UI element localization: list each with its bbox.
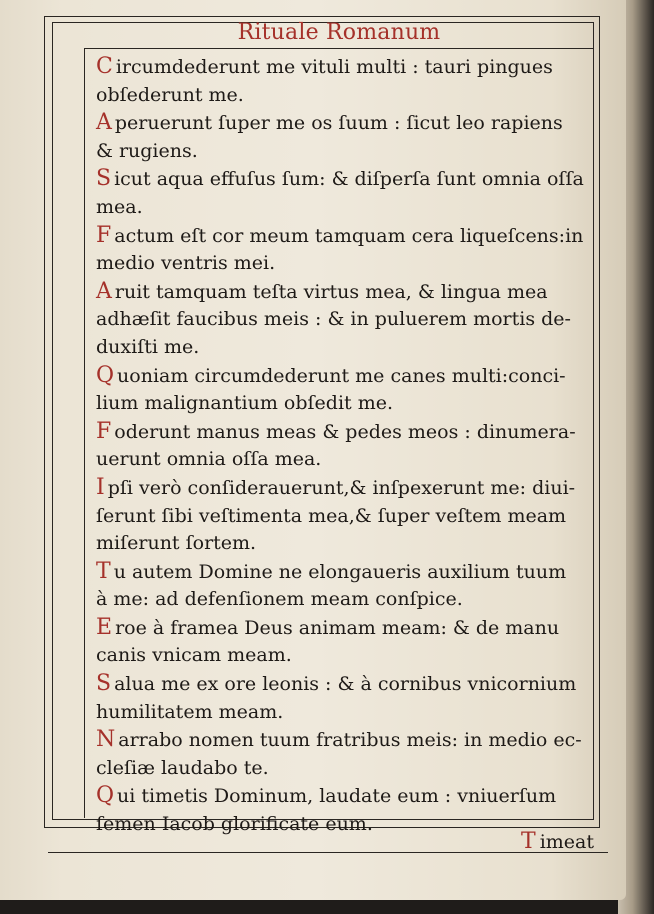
verse [96,782,590,838]
psalm-text [96,53,590,839]
bottom-rule [48,852,608,853]
header-rule [84,48,594,49]
verse [96,222,590,278]
margin-rule [84,48,85,818]
verse-initial: A [96,110,112,136]
running-title: Rituale Romanum [237,20,441,45]
verse-line: obſederunt me. [96,83,244,106]
verse-line: icut aqua effuſus ſum: & diſperſa ſunt omnia oſſa [114,168,584,191]
verse-initial: I [96,474,105,500]
verse-initial: F [96,418,112,444]
verse-line: humilitatem meam. [96,700,284,723]
catchword-initial: T [521,829,536,854]
verse-initial: F [96,222,112,248]
verse-line: medio ventris mei. [96,252,276,275]
verse-line: u autem Domine ne elongaueris auxilium tuum [113,560,567,583]
verse [96,165,590,221]
verse-initial: N [96,727,116,753]
verse-line: & rugiens. [96,139,198,162]
verse-line: mea. [96,195,143,218]
verse-line: miſerunt ſortem. [96,532,257,555]
verse-line: à me: ad defenſionem meam conſpice. [96,588,463,611]
verse-line: ircumdederunt me vituli multi : tauri pingues [115,56,553,78]
verse [96,278,590,362]
verse-line: actum eſt cor meum tamquam cera liqueſcens:in [114,224,584,247]
verse-line: lium malignantium obſedit me. [96,392,394,415]
verse-initial: E [96,614,113,640]
verse-initial: Q [96,783,115,809]
verse-initial: S [96,671,112,697]
verse [96,474,590,558]
verse-line: alua me ex ore leonis : & à cornibus vnicornium [114,673,577,696]
verse-initial: T [96,558,111,584]
verse-line: canis vnicam meam. [96,644,292,667]
verse-line: ſerunt ſibi veſtimenta mea,& ſuper veſtem meam [96,504,567,527]
verse-line: ſemen Iacob glorificate eum. [96,813,373,836]
verse [96,362,590,418]
verse [96,726,590,782]
verse-initial: Q [96,362,115,388]
verse-initial: A [96,278,112,304]
verse-line: peruerunt ſuper me os ſuum : ſicut leo rapiens [114,112,563,135]
verse-line: cleſiæ laudabo te. [96,756,269,779]
verse-line: ruit tamquam teſta virtus mea, & lingua mea [114,280,548,303]
verse-line: oderunt manus meas & pedes meos : dinumera- [114,420,576,443]
verse [96,418,590,474]
verse-initial: C [96,54,113,79]
verse-line: roe à framea Deus animam meam: & de manu [115,616,560,639]
verse-line: uoniam circumdederunt me canes multi:conci- [117,364,566,387]
catchword-text: imeat [539,831,594,853]
verse-line: ui timetis Dominum, laudate eum : vniuerſum [117,785,557,808]
verse [96,558,590,614]
verse-initial: S [96,166,112,192]
verse-line: uerunt omnia oſſa mea. [96,448,322,471]
verse [96,53,590,109]
verse-line: pſi verò conſiderauerunt,& inſpexerunt me: diui- [107,476,576,499]
verse-line: arrabo nomen tuum fratribus meis: in medio ec- [118,729,582,752]
verse-line: adhæſit faucibus meis : & in puluerem mortis de- [96,308,571,331]
verse-line: duxiſti me. [96,335,200,358]
verse [96,109,590,165]
verse [96,670,590,726]
verse [96,614,590,670]
